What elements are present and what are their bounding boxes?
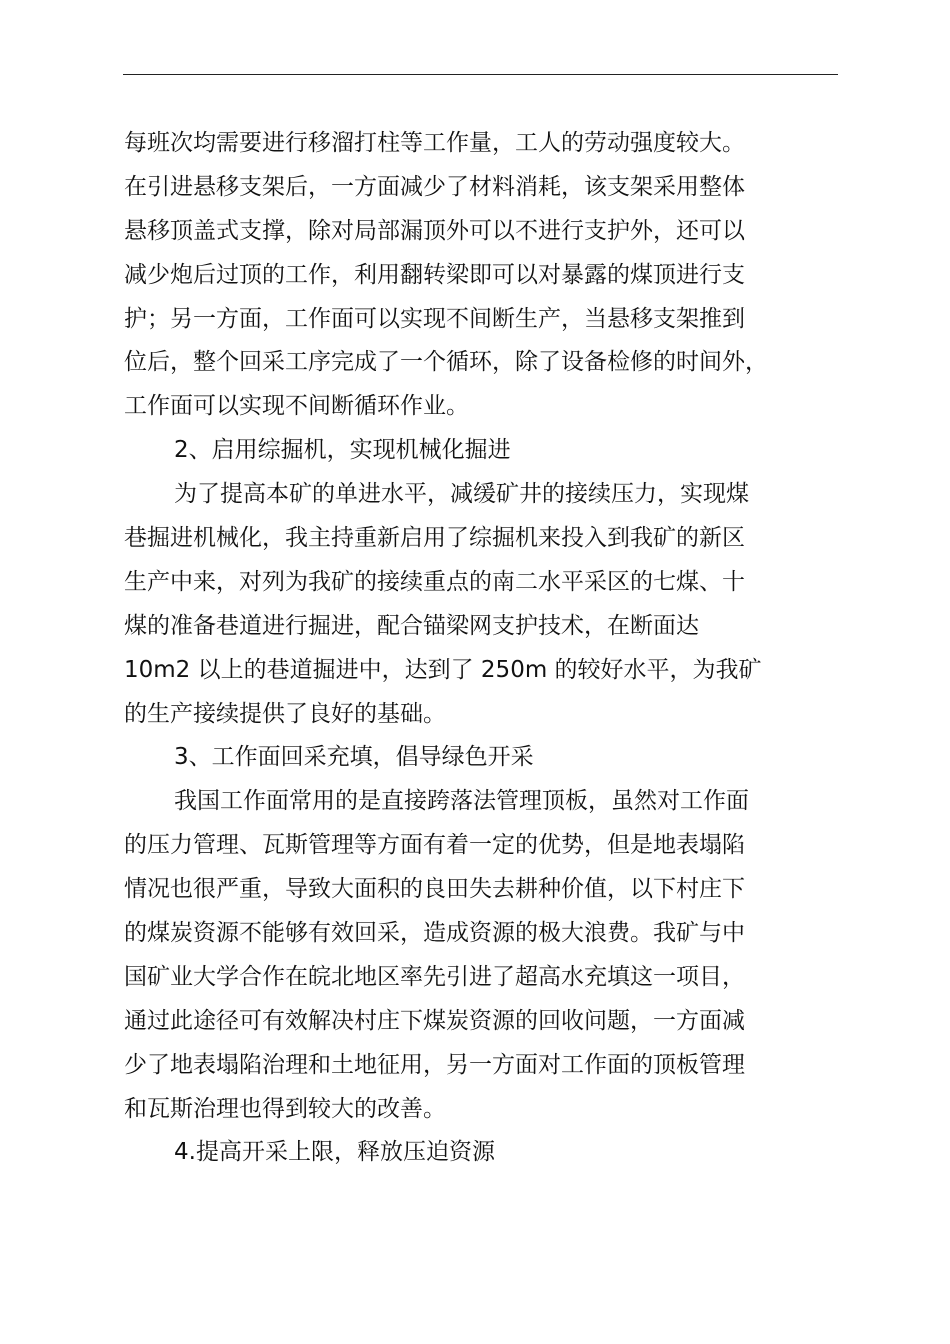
- text-line: 生产中来，对列为我矿的接续重点的南二水平采区的七煤、十: [124, 568, 745, 595]
- section-heading: 2、启用综掘机，实现机械化掘进: [174, 437, 511, 464]
- text-line: 的煤炭资源不能够有效回采，造成资源的极大浪费。我矿与中: [124, 920, 745, 947]
- text-line: 的生产接续提供了良好的基础。: [124, 700, 446, 727]
- header-rule: [123, 74, 838, 75]
- section-heading: 4.提高开采上限，释放压迫资源: [174, 1139, 495, 1166]
- text-line: 通过此途径可有效解决村庄下煤炭资源的回收问题，一方面减: [124, 1007, 745, 1034]
- text-line: 位后，整个回采工序完成了一个循环，除了设备检修的时间外，: [124, 349, 768, 376]
- text-line: 和瓦斯治理也得到较大的改善。: [124, 1095, 446, 1122]
- text-line: 国矿业大学合作在皖北地区率先引进了超高水充填这一项目，: [124, 963, 745, 990]
- text-line: 巷掘进机械化，我主持重新启用了综掘机来投入到我矿的新区: [124, 525, 745, 552]
- text-line: 煤的准备巷道进行掘进，配合锚梁网支护技术，在断面达: [124, 612, 699, 639]
- text-line: 护；另一方面，工作面可以实现不间断生产，当悬移支架推到: [124, 305, 745, 332]
- section-heading: 3、工作面回采充填，倡导绿色开采: [174, 744, 534, 771]
- text-line: 的压力管理、瓦斯管理等方面有着一定的优势，但是地表塌陷: [124, 832, 745, 859]
- text-line: 每班次均需要进行移溜打柱等工作量，工人的劳动强度较大。: [124, 130, 745, 156]
- text-line: 工作面可以实现不间断循环作业。: [124, 393, 469, 420]
- text-line: 在引进悬移支架后，一方面减少了材料消耗，该支架采用整体: [124, 173, 745, 200]
- text-line: 我国工作面常用的是直接跨落法管理顶板，虽然对工作面: [174, 788, 749, 815]
- text-line: 悬移顶盖式支撑，除对局部漏顶外可以不进行支护外，还可以: [124, 217, 745, 244]
- body-text: [124, 122, 884, 1175]
- text-line: 少了地表塌陷治理和土地征用，另一方面对工作面的顶板管理: [124, 1051, 745, 1078]
- text-line: 情况也很严重，导致大面积的良田失去耕种价值，以下村庄下: [124, 876, 745, 903]
- text-line: 为了提高本矿的单进水平，减缓矿井的接续压力，实现煤: [174, 481, 749, 508]
- text-line: 10m2 以上的巷道掘进中，达到了 250m 的较好水平，为我矿: [124, 656, 762, 683]
- text-line: 减少炮后过顶的工作，利用翻转梁即可以对暴露的煤顶进行支: [124, 261, 745, 288]
